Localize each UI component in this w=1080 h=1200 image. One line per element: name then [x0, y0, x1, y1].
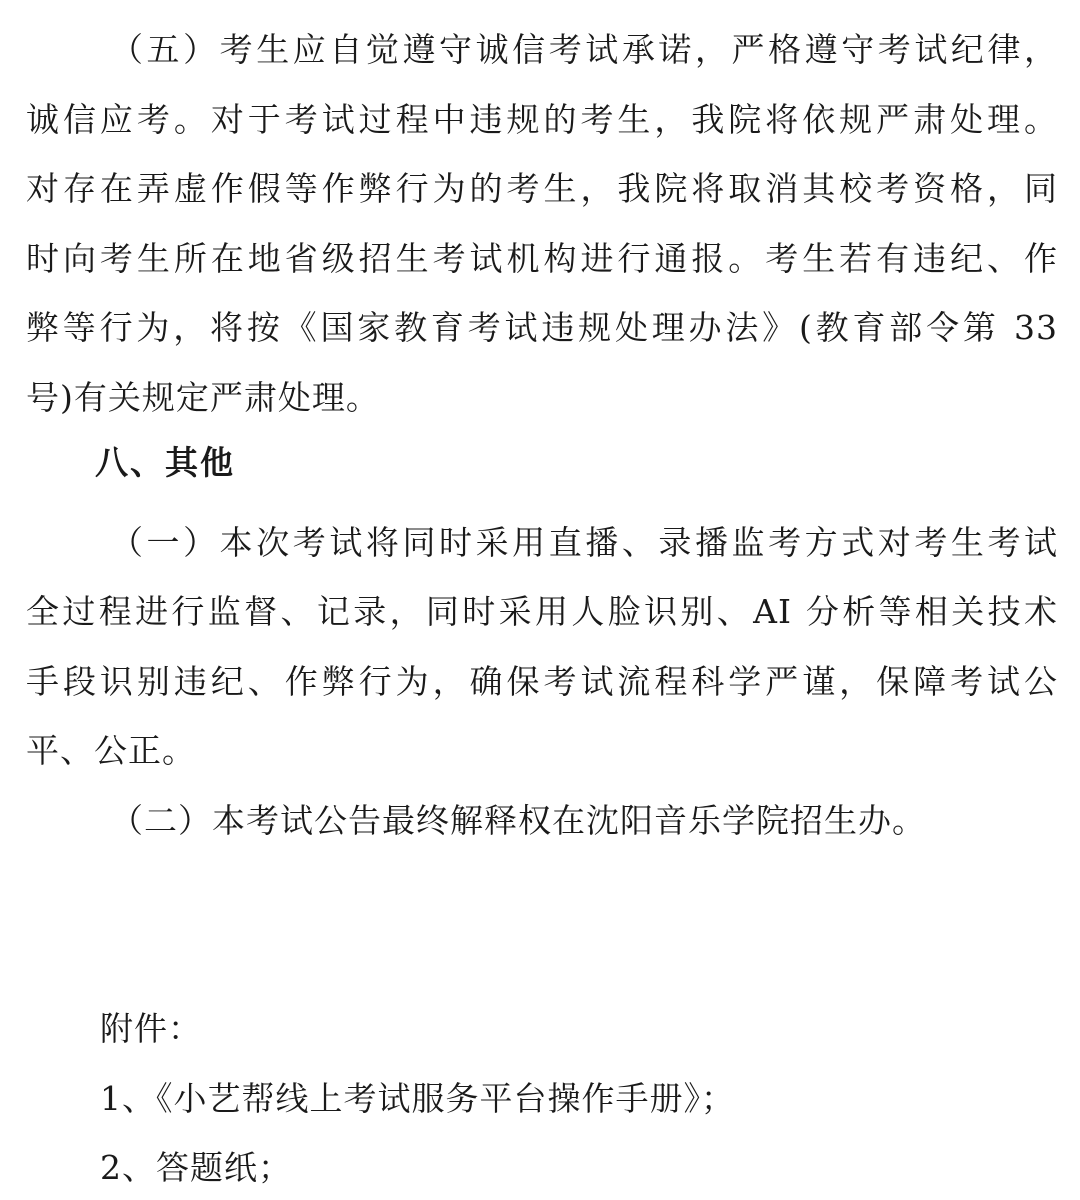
item-one-line-3: 手段识别违纪、作弊行为，确保考试流程科学严谨，保障考试公 [26, 662, 1058, 701]
section-five-line-5: 弊等行为，将按《国家教育考试违规处理办法》(教育部令第 33 [26, 308, 1058, 347]
item-one-line-4: 平、公正。 [26, 731, 196, 770]
section-five-line-2: 诚信应考。对于考试过程中违规的考生，我院将依规严肃处理。 [26, 100, 1058, 139]
section-five-line-6: 号)有关规定严肃处理。 [26, 378, 380, 417]
item-one-line-2: 全过程进行监督、记录，同时采用人脸识别、AI 分析等相关技术 [26, 592, 1058, 631]
attachment-item-1: 1、《小艺帮线上考试服务平台操作手册》； [100, 1079, 735, 1118]
item-one-line-1: （一）本次考试将同时采用直播、录播监考方式对考生考试 [110, 523, 1058, 562]
item-two-line: （二）本考试公告最终解释权在沈阳音乐学院招生办。 [110, 801, 926, 840]
attachment-item-2: 2、答题纸； [100, 1148, 292, 1187]
attachments-label: 附件： [100, 1009, 202, 1048]
section-five-line-3: 对存在弄虚作假等作弊行为的考生，我院将取消其校考资格，同 [26, 169, 1058, 208]
section-eight-heading: 八、其他 [95, 443, 235, 482]
section-five-line-1: （五）考生应自觉遵守诚信考试承诺，严格遵守考试纪律， [110, 30, 1058, 69]
section-five-line-4: 时向考生所在地省级招生考试机构进行通报。考生若有违纪、作 [26, 239, 1058, 278]
